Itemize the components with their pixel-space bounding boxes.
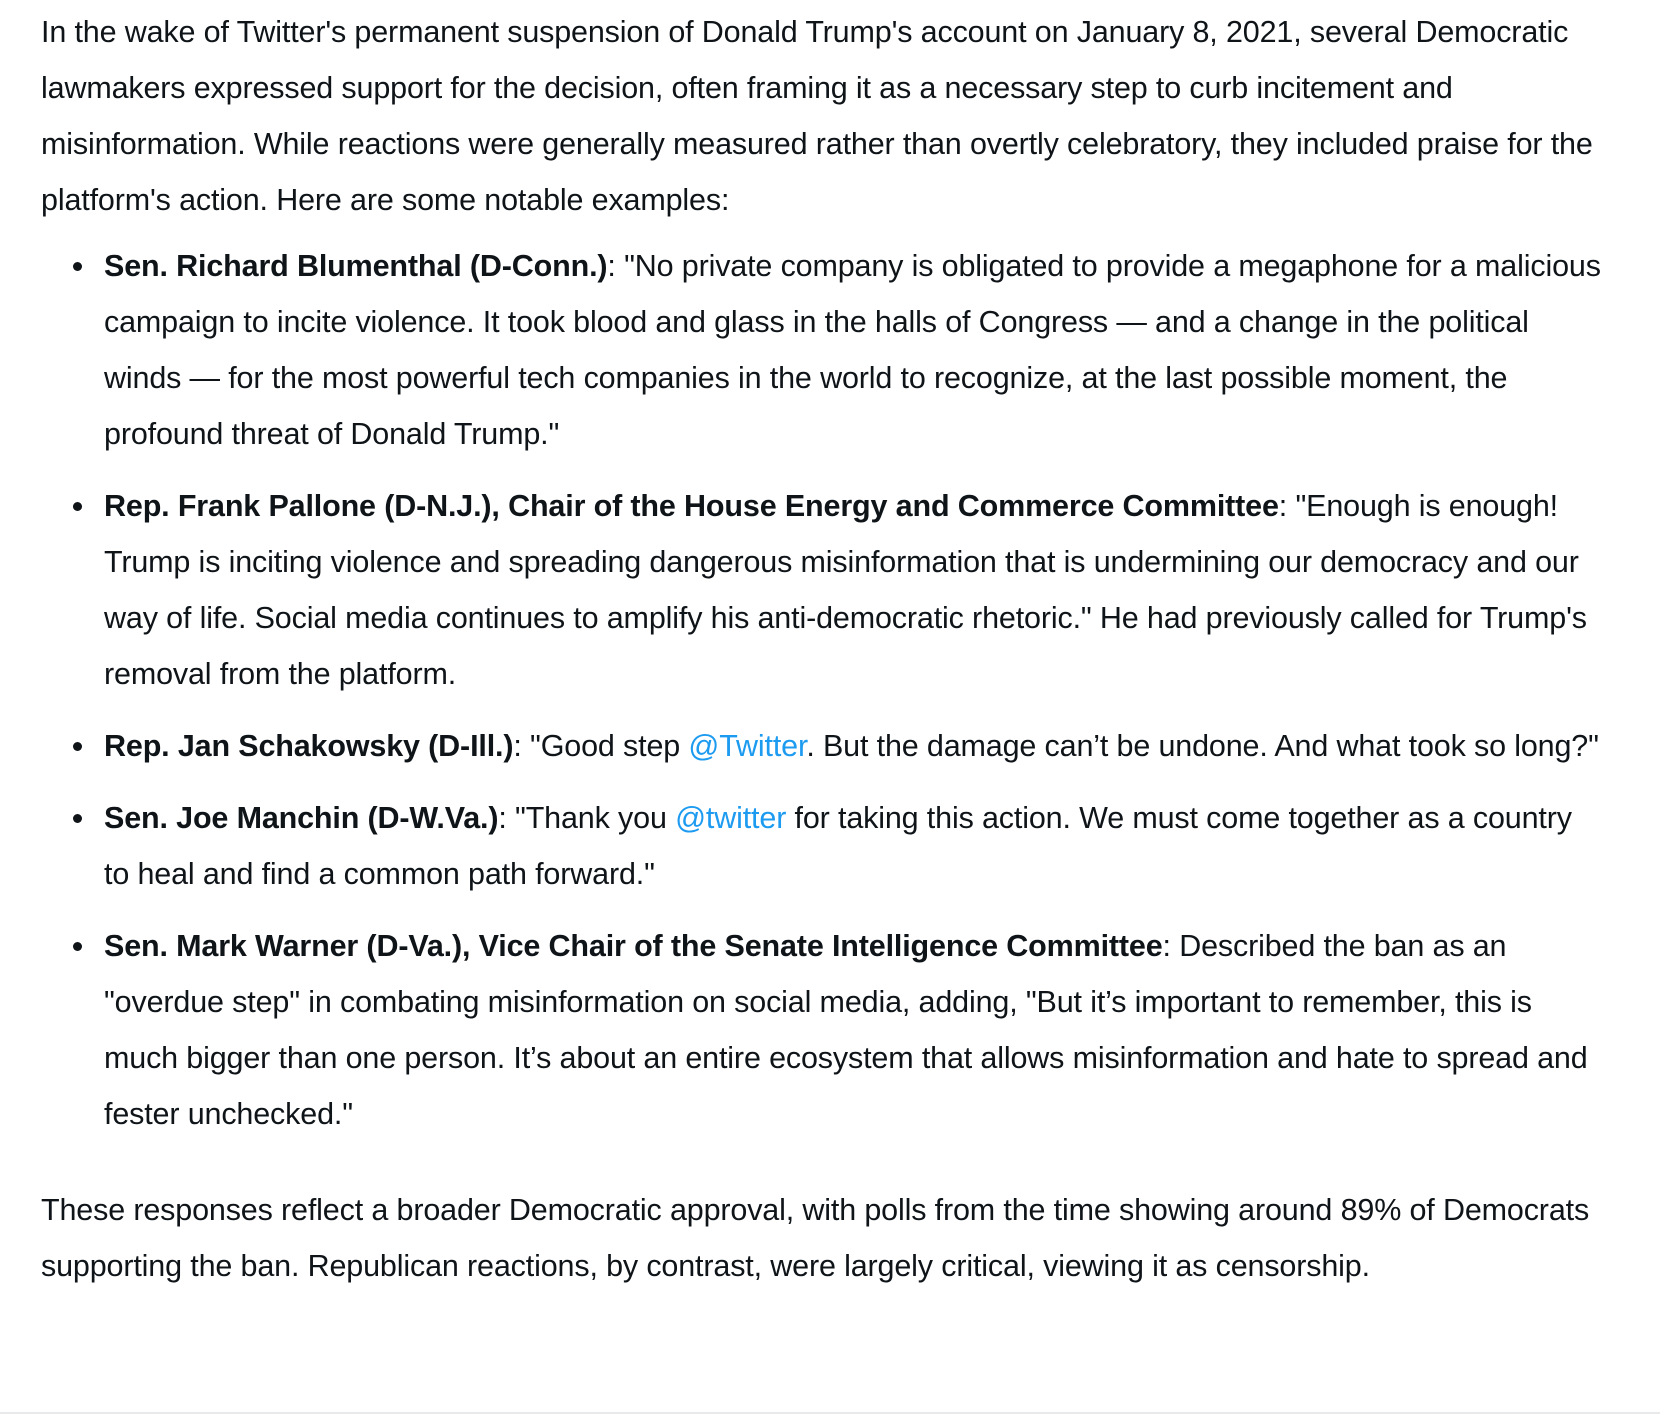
separator: :	[498, 801, 516, 835]
bullet-dot-icon	[73, 262, 82, 271]
twitter-mention-link[interactable]: @Twitter	[688, 729, 807, 763]
quote-text: "No private company is obligated to provide a megaphone for a malicious campaign to incite violence. It took blood and glass in the halls of Congress — and a change in the political winds — for the most powerful tech companies in the world to recognize, at the last possible moment, the profound threat of Donald Trump."	[104, 249, 1601, 451]
examples-list	[41, 238, 1601, 1142]
bottom-divider	[0, 1412, 1660, 1414]
speaker-name: Rep. Frank Pallone (D-N.J.), Chair of the House Energy and Commerce Committee	[104, 489, 1279, 523]
list-item-warner	[104, 918, 1601, 1142]
bullet-dot-icon	[73, 814, 82, 823]
quote-text-end: . But the damage can’t be undone. And what took so long?"	[806, 729, 1599, 763]
bullet-dot-icon	[73, 742, 82, 751]
speaker-name: Sen. Richard Blumenthal (D-Conn.)	[104, 249, 608, 283]
intro-paragraph: In the wake of Twitter's permanent suspension of Donald Trump's account on January 8, 2021, several Democratic lawmakers expressed support for the decision, often framing it as a necessary step to curb incitement and misinformation. While reactions were generally measured rather than overtly celebratory, they included praise for the platform's action. Here are some notable examples:	[41, 15, 1593, 217]
separator: :	[1278, 489, 1296, 523]
bullet-dot-icon	[73, 502, 82, 511]
speaker-name: Sen. Joe Manchin (D-W.Va.)	[104, 801, 499, 835]
quote-text: Described the ban as an "overdue step" in combating misinformation on social media, adding, "But it’s important to remember, this is much bigger than one person. It’s about an entire ecosystem that allows misinformation and hate to spread and fester unchecked."	[104, 929, 1588, 1131]
list-item-blumenthal	[104, 238, 1601, 462]
separator: :	[607, 249, 625, 283]
quote-text: "Enough is enough! Trump is inciting violence and spreading dangerous misinformation that is undermining our democracy and our way of life. Social media continues to amplify his anti-democratic rhetoric." He had previously called for Trump's removal from the platform.	[104, 489, 1587, 691]
twitter-mention-link[interactable]: @twitter	[675, 801, 787, 835]
response-body	[41, 4, 1601, 1294]
speaker-name: Rep. Jan Schakowsky (D-Ill.)	[104, 729, 514, 763]
list-item-schakowsky	[104, 718, 1601, 774]
separator: :	[513, 729, 531, 763]
quote-text-start: "Thank you	[515, 801, 676, 835]
list-item-manchin	[104, 790, 1601, 902]
speaker-name: Sen. Mark Warner (D-Va.), Vice Chair of the Senate Intelligence Committee	[104, 929, 1163, 963]
list-item-pallone	[104, 478, 1601, 702]
closing-paragraph: These responses reflect a broader Democratic approval, with polls from the time showing around 89% of Democrats supporting the ban. Republican reactions, by contrast, were largely critical, viewing it as censorship.	[41, 1193, 1590, 1283]
quote-text-start: "Good step	[530, 729, 689, 763]
separator: :	[1162, 929, 1180, 963]
quote-text-end: for taking this action. We must come together as a country to heal and find a common path forward."	[104, 801, 1572, 891]
bullet-dot-icon	[73, 942, 82, 951]
